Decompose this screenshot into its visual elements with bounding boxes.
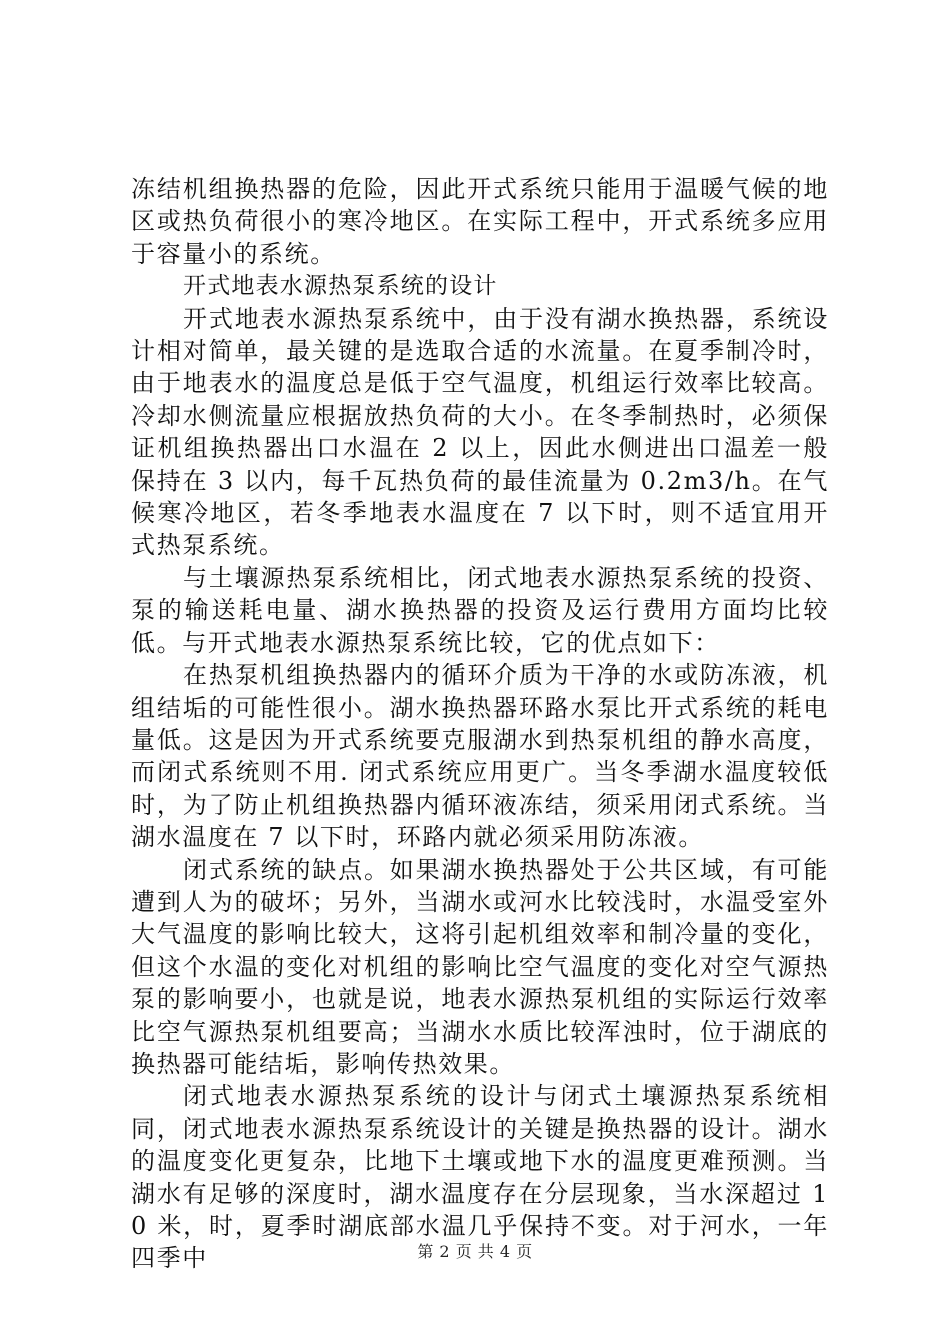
paragraph-open-system-design: 开式地表水源热泵系统中，由于没有湖水换热器，系统设计相对简单，最关键的是选取合适的水流量。在夏季制冷时，由于地表水的温度总是低于空气温度，机组运行效率比较高。冷却水侧流量应根据放热负荷的大小。在冬季制热时，必须保证机组换热器出口水温在 2 以上，因此水侧进出口温差一般保持在 3 以内，每千瓦热负荷的最佳流量为 0.2m3/h。在气候寒冷地区，若冬季地表水温度在 7 以下时，则不适宜用开式热泵系统。 (131, 304, 829, 560)
paragraph-closed-advantages: 在热泵机组换热器内的循环介质为干净的水或防冻液，机组结垢的可能性很小。湖水换热器环路水泵比开式系统的耗电量低。这是因为开式系统要克服湖水到热泵机组的静水高度，而闭式系统则不用. 闭式系统应用更广。当冬季湖水温度较低时，为了防止机组换热器内循环液冻结，须采用闭式系统。当湖水温度在 7 以下时，环路内就必须采用防冻液。 (131, 661, 829, 852)
paragraph-closed-vs-soil: 与土壤源热泵系统相比，闭式地表水源热泵系统的投资、泵的输送耗电量、湖水换热器的投资及运行费用方面均比较低。与开式地表水源热泵系统比较，它的优点如下： (131, 563, 829, 657)
page-footer: 第 2 页 共 4 页 (417, 1242, 533, 1261)
document-body (131, 173, 829, 1275)
paragraph-closed-design: 闭式地表水源热泵系统的设计与闭式土壤源热泵系统相同，闭式地表水源热泵系统设计的关键是换热器的设计。湖水的温度变化更复杂，比地下土壤或地下水的温度更难预测。当湖水有足够的深度时，湖水温度存在分层现象，当水深超过 10 米，时，夏季时湖底部水温几乎保持不变。对于河水，一年四季中 (131, 1082, 829, 1273)
paragraph-continuation: 冻结机组换热器的危险，因此开式系统只能用于温暖气候的地区或热负荷很小的寒冷地区。在实际工程中，开式系统多应用于容量小的系统。 (131, 175, 829, 268)
paragraph-closed-disadvantages: 闭式系统的缺点。如果湖水换热器处于公共区域，有可能遭到人为的破坏；另外，当湖水或河水比较浅时，水温受室外大气温度的影响比较大，这将引起机组效率和制冷量的变化，但这个水温的变化对机组的影响比空气温度的变化对空气源热泵的影响要小，也就是说，地表水源热泵机组的实际运行效率比空气源热泵机组要高；当湖水水质比较浑浊时，位于湖底的换热器可能结垢，影响传热效果。 (131, 855, 829, 1078)
section-heading: 开式地表水源热泵系统的设计 (183, 273, 498, 300)
